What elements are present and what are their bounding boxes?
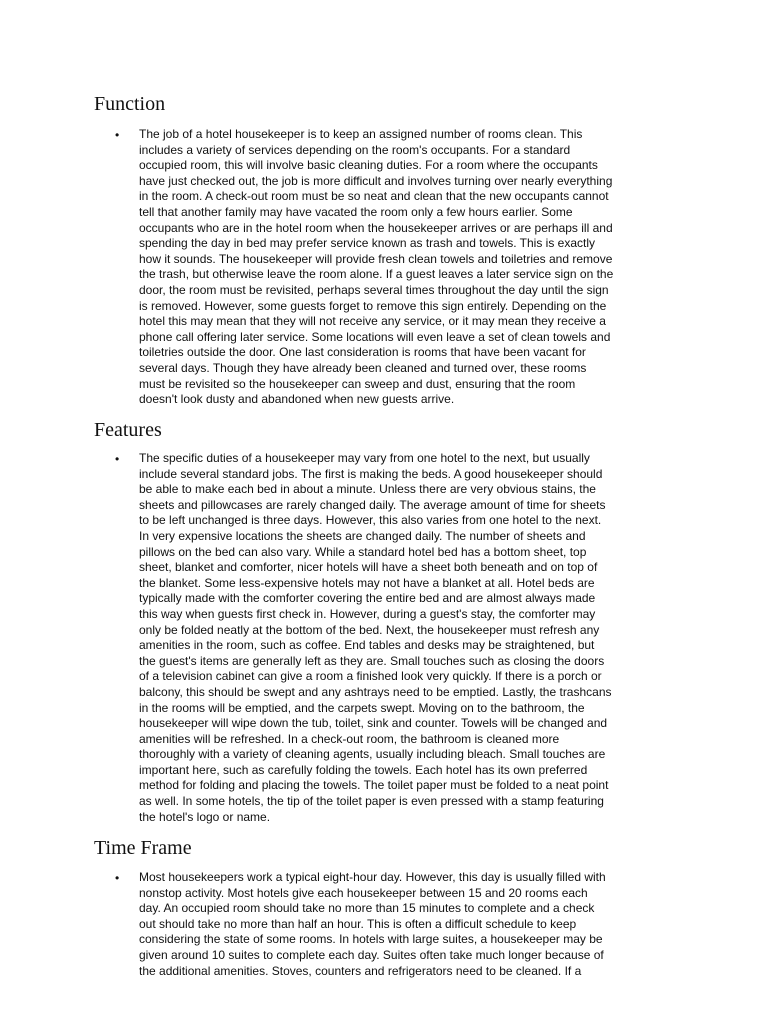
paragraph-line: includes a variety of services depending on the room's occupants. For a standard (139, 142, 571, 157)
paragraph-line: out should take no more than half an hour. This is often a difficult schedule to keep (139, 916, 577, 931)
paragraph-line: this way when guests first check in. However, during a guest's stay, the comforter may (139, 606, 596, 621)
paragraph-line: the hotel's logo or name. (139, 809, 271, 824)
paragraph-line: of a television cabinet can give a room a finished look very quickly. If there is a porch or (139, 669, 602, 684)
paragraph-line: must be revisited so the housekeeper can sweep and dust, ensuring that the room (139, 376, 576, 391)
paragraph-line: as well. In some hotels, the tip of the toilet paper is even pressed with a stamp featuring (139, 794, 604, 809)
paragraph-line: considering the state of some rooms. In hotels with large suites, a housekeeper may be (139, 932, 603, 947)
paragraph-line: typically made with the comforter covering the entire bed and are almost always made (139, 591, 596, 606)
section-heading: Function (94, 93, 166, 115)
paragraph-line: the additional amenities. Stoves, counters and refrigerators need to be cleaned. If a (139, 963, 582, 978)
paragraph-line: important here, such as carefully folding the towels. Each hotel has its own preferred (139, 762, 588, 777)
paragraph-line: toiletries outside the door. One last consideration is rooms that have been vacant for (139, 345, 586, 360)
paragraph-line: day. An occupied room should take no more than 15 minutes to complete and a check (139, 901, 595, 916)
bullet-icon: • (115, 452, 120, 466)
bullet-icon: • (115, 128, 120, 142)
paragraph-line: occupied room, this will involve basic cleaning duties. For a room where the occupants (139, 158, 598, 173)
paragraph-line: amenities will be refreshed. In a check-out room, the bathroom is cleaned more (139, 731, 560, 746)
paragraph-line: pillows on the bed can also vary. While a standard hotel bed has a bottom sheet, top (139, 544, 587, 559)
paragraph-line: The job of a hotel housekeeper is to keep an assigned number of rooms clean. This (139, 127, 583, 141)
paragraph-line: thoroughly with a variety of cleaning agents, usually including bleach. Small touches are (139, 747, 606, 762)
paragraph-line: have just checked out, the job is more difficult and involves turning over nearly everything (139, 173, 613, 188)
section-paragraph (139, 127, 679, 408)
section-heading: Time Frame (94, 837, 192, 859)
paragraph-line: the guest's items are generally left as they are. Small touches such as closing the doors (139, 653, 605, 668)
paragraph-line: In very expensive locations the sheets are changed daily. The number of sheets and (139, 528, 586, 543)
paragraph-line: the trash, but otherwise leave the room alone. If a guest leaves a later service sign on the (139, 267, 614, 282)
paragraph-line: hotel this may mean that they will not receive any service, or it may mean they receive a (139, 314, 606, 329)
paragraph-line: sheets and pillowcases are rarely changed daily. The average amount of time for sheets (139, 497, 606, 512)
paragraph-line: balcony, this should be swept and any ashtrays need to be emptied. Lastly, the trashcans (139, 684, 612, 699)
paragraph-line: in the rooms will be emptied, and the carpets swept. Moving on to the bathroom, the (139, 700, 585, 715)
section-heading: Features (94, 419, 162, 441)
paragraph-line: doesn't look dusty and abandoned when new guests arrive. (139, 392, 455, 407)
paragraph-line: Most housekeepers work a typical eight-hour day. However, this day is usually filled with (139, 870, 606, 884)
paragraph-line: occupants who are in the hotel room when the housekeeper arrives or are perhaps ill and (139, 220, 613, 235)
paragraph-line: in the room. A check-out room must be so neat and clean that the new occupants cannot (139, 189, 609, 204)
paragraph-line: to be left unchanged is three days. However, this also varies from one hotel to the next. (139, 513, 602, 528)
paragraph-line: door, the room must be revisited, perhaps several times throughout the day until the sign (139, 282, 609, 297)
bullet-icon: • (115, 871, 120, 885)
paragraph-line: only be folded neatly at the bottom of the bed. Next, the housekeeper must refresh any (139, 622, 600, 637)
section-paragraph (139, 870, 679, 979)
paragraph-line: include several standard jobs. The first is making the beds. A good housekeeper should (139, 466, 603, 481)
paragraph-line: several days. Though they have already been cleaned and turned over, these rooms (139, 360, 587, 375)
paragraph-line: phone call offering later service. Some locations will even leave a set of clean towels and (139, 329, 611, 344)
paragraph-line: be able to make each bed in about a minute. Unless there are very obvious stains, the (139, 482, 596, 497)
paragraph-line: is removed. However, some guests forget to remove this sign entirely. Depending on the (139, 298, 607, 313)
paragraph-line: tell that another family may have vacated the room only a few hours earlier. Some (139, 204, 573, 219)
section-paragraph (139, 451, 679, 825)
paragraph-line: amenities in the room, such as coffee. End tables and desks may be straightened, but (139, 638, 595, 653)
paragraph-line: The specific duties of a housekeeper may vary from one hotel to the next, but usually (139, 451, 590, 465)
paragraph-line: housekeeper will wipe down the tub, toilet, sink and counter. Towels will be changed and (139, 716, 608, 731)
paragraph-line: sheet, blanket and comforter, nicer hotels will have a sheet both beneath and on top of (139, 560, 598, 575)
paragraph-line: spending the day in bed may prefer service known as trash and towels. This is exactly (139, 236, 596, 251)
paragraph-line: the blanket. Some less-expensive hotels may not have a blanket at all. Hotel beds are (139, 575, 595, 590)
paragraph-line: method for folding and placing the towels. The toilet paper must be folded to a neat point (139, 778, 609, 793)
paragraph-line: given around 10 suites to complete each day. Suites often take much longer because of (139, 947, 604, 962)
paragraph-line: how it sounds. The housekeeper will provide fresh clean towels and toiletries and remove (139, 251, 613, 266)
paragraph-line: nonstop activity. Most hotels give each housekeeper between 15 and 20 rooms each (139, 885, 588, 900)
